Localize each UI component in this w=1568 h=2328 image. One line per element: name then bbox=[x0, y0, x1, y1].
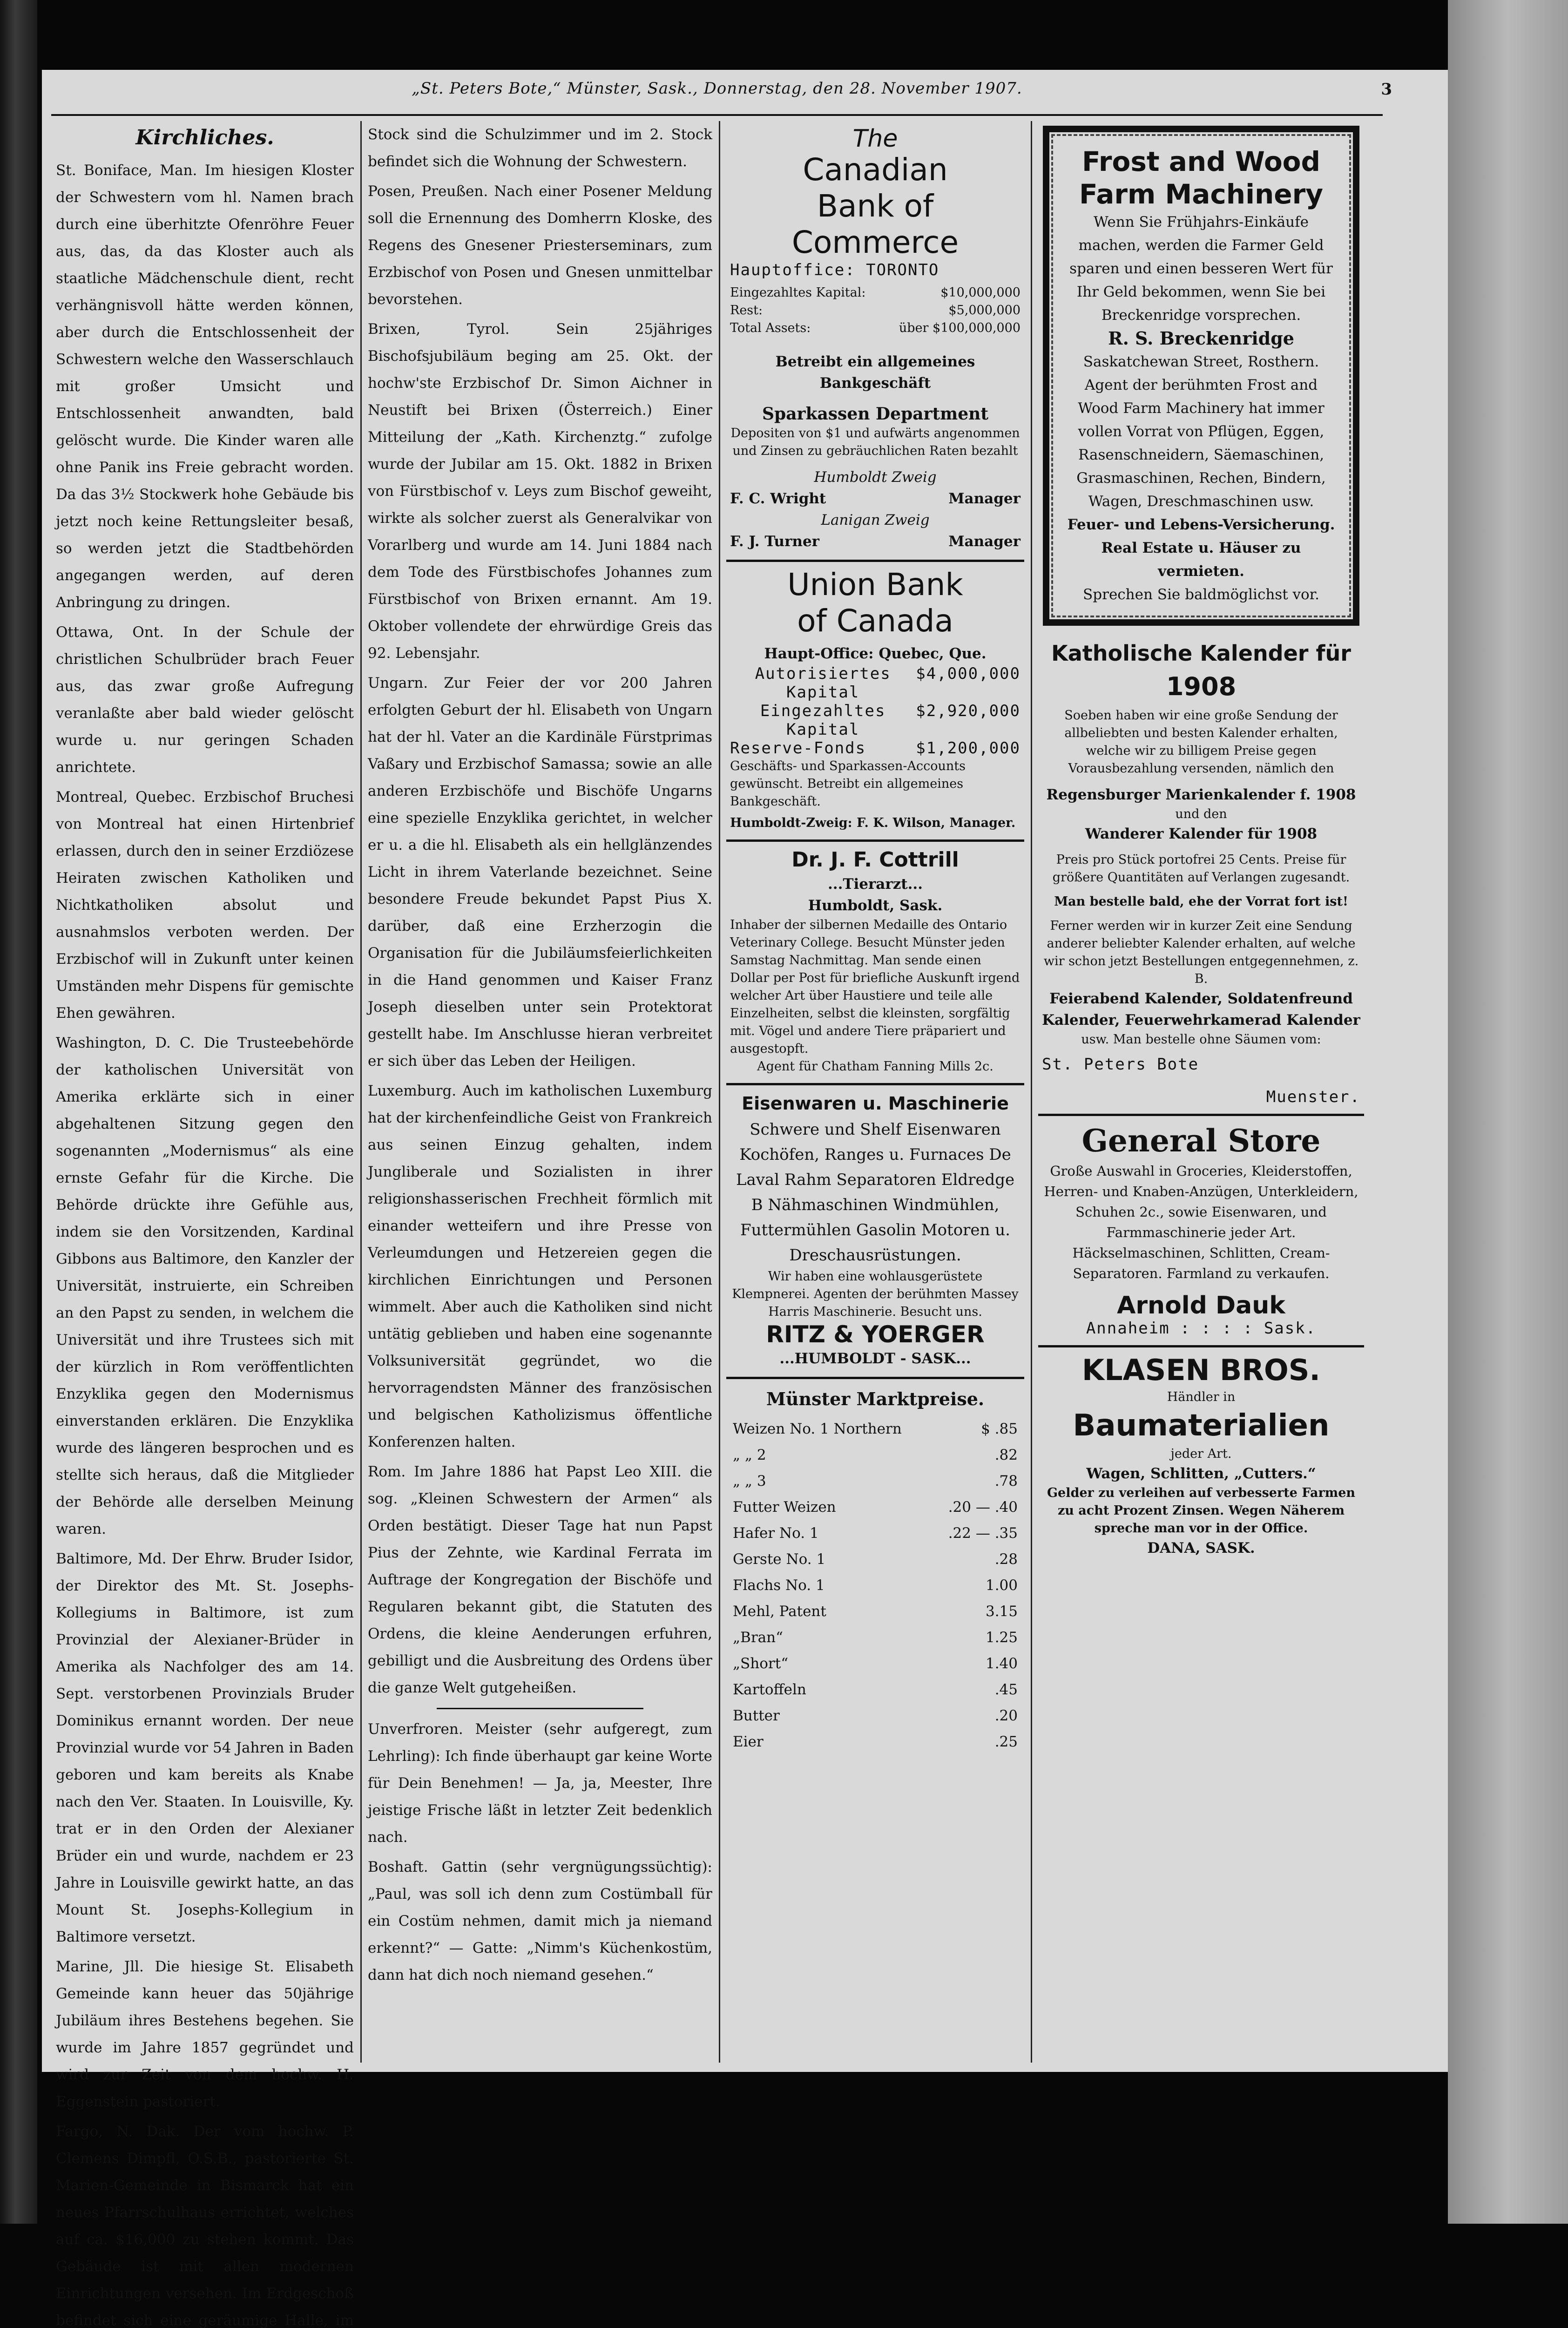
news-item: St. Boniface, Man. Im hiesigen Kloster der Schwestern vom hl. Namen brach durch eine überhitzte Ofenröhre Feuer aus, das, da das Kloster auch als staatliche Mädchenschule dient, recht verhängnisvoll hätte werden können, aber durch die Entschlossenheit der Schwestern welche den Wasserschlauch mit großer Umsicht und Entschlossenheit anwandten, bald gelöscht wurde. Die Kinder waren alle ohne Panik ins Freie gebracht worden. Da das 3½ Stockwerk hohe Gebäude bis jetzt noch keine Rettungsleiter besaß, so werden jetzt die Stadtbehörden angegangen werden, auf deren Anbringung zu dringen. bbox=[56, 162, 354, 611]
market-item: Eier bbox=[733, 1733, 764, 1750]
news-item: Posen, Preußen. Nach einer Posener Meldung soll die Ernennung des Domherrn Kloske, des Regens des Gnesener Priesterseminars, zum Erzbischof von Posen und Gnesen unmittelbar bevorstehen. bbox=[368, 183, 712, 308]
market-row bbox=[731, 1598, 1020, 1624]
news-item: Stock sind die Schulzimmer und im 2. Stock befindet sich die Wohnung der Schwestern. bbox=[368, 126, 712, 170]
market-row bbox=[731, 1494, 1020, 1520]
ad-union-bank bbox=[726, 562, 1024, 842]
ad-branch: Humboldt Zweig bbox=[814, 469, 937, 486]
news-item: Fargo, N. Dak. Der vom hochw. P. Clemens Dimpfl, O.S.B., pastorierte St. Marien-Gemeinde in Bismarck hat ein neues Pfarrschulhaus errichtet, welches auf ca. $16,000 zu stehen kommt. Das Gebäude ist mit allen modernen Einrichtungen versehen. Im Erdgeschoß befindet sich eine geräumige Halle, im bbox=[56, 2123, 354, 2328]
ad-town: Humboldt, Sask. bbox=[808, 897, 943, 914]
ad-address: Saskatchewan Street, Rosthern. bbox=[1083, 353, 1319, 370]
ad-text: Große Auswahl in Groceries, Kleiderstoffen, Herren- und Knaben-Anzügen, Unterkleidern, Schuhen 2c., sowie Eisenwaren, und Farmmaschinerie jeder Art. Häckselmaschinen, Schlitten, Cream-Separatoren. Farmland zu verkaufen. bbox=[1044, 1163, 1358, 1281]
ad-town: Annaheim : : : : Sask. bbox=[1086, 1319, 1317, 1338]
ad-insurance: Feuer- und Lebens-Versicherung. bbox=[1067, 516, 1335, 533]
ad-savings-title: Sparkassen Department bbox=[762, 404, 988, 424]
ad-value: $5,000,000 bbox=[948, 303, 1021, 318]
ad-text: Gelder zu verleihen auf verbesserte Farmen zu acht Prozent Zinsen. Wegen Näherem spreche man vor in der Office. bbox=[1047, 1486, 1356, 1536]
market-item: Gerste No. 1 bbox=[733, 1551, 826, 1568]
left-page-edge bbox=[0, 0, 37, 2224]
market-row bbox=[731, 1442, 1020, 1468]
ad-label: Rest: bbox=[730, 303, 763, 318]
ad-manager-name: F. J. Turner bbox=[730, 533, 820, 550]
news-item: Ottawa, Ont. In der Schule der christlichen Schulbrüder brach Feuer aus, das zwar große Aufregung veranlaßte aber bald wieder gelöscht wurde u. nur geringen Schaden anrichtete. bbox=[56, 624, 354, 776]
ad-town: ...HUMBOLDT - SASK... bbox=[779, 1350, 971, 1367]
market-price: $ .85 bbox=[981, 1421, 1018, 1437]
market-row bbox=[731, 1572, 1020, 1598]
news-item: Ungarn. Zur Feier der vor 200 Jahren erfolgten Geburt der hl. Elisabeth von Ungarn hat der hl. Vater an die Kardinäle Fürstprimas Vaßary und Erzbischof Samassa; sowie an alle anderen Erzbischöfe und Bischöfe Ungarns eine spezielle Enzyklika gerichtet, in welcher er u. a die hl. Elisabeth als ein hellglänzendes Licht in ihrem Vaterlande bezeichnet. Seine besondere Freude bekundet Papst Pius X. darüber, daß eine Erzherzogin die Organisation für die Jubiläumsfeierlichkeiten in die Hand genommen und Kaiser Franz Joseph dieselben unter sein Protektorat gestellt habe. Im Anschlusse hieran verbreitet er sich über das Leben der Heiligen. bbox=[368, 675, 712, 1069]
market-item: „ „ 3 bbox=[733, 1473, 766, 1489]
market-row bbox=[731, 1651, 1020, 1677]
ad-name: R. S. Breckenridge bbox=[1108, 328, 1294, 349]
news-item: Marine, Jll. Die hiesige St. Elisabeth Gemeinde kann heuer das 50jährige Jubiläum ihres Bestehens begehen. Sie wurde im Jahre 1857 gegründet und wird zur Zeit von dem hochw. H. Eggenstein pastoriert. bbox=[56, 1958, 354, 2110]
market-price: 1.00 bbox=[985, 1577, 1018, 1594]
market-table bbox=[731, 1416, 1020, 1755]
ad-title: Katholische Kalender für bbox=[1051, 641, 1351, 666]
ad-signature: Muenster. bbox=[1266, 1088, 1360, 1106]
ad-frost-and-wood bbox=[1043, 126, 1359, 626]
market-row bbox=[731, 1520, 1020, 1546]
news-item: Luxemburg. Auch im katholischen Luxemburg hat der kirchenfeindliche Geist von Frankreich aus seinen Einzug gehalten, indem Jungliberale und Sozialisten in ihrer religionshasserischen Frechheit förmlich mit einander wetteifern und ihre Presse von Verleumdungen und Hetzereien gegen die kirchlichen Einrichtungen und Personen wimmelt. Aber auch die Katholiken sind nicht untätig geblieben und haben eine sogenannte Volksuniversität gegründet, wo die hervorragendsten Männer des französischen und belgischen Katholizismus öffentliche Konferenzen halten. bbox=[368, 1083, 712, 1450]
ad-the: The bbox=[852, 125, 898, 153]
ad-label: Autorisiertes Kapital bbox=[755, 664, 891, 702]
ad-title: KLASEN BROS. bbox=[1082, 1353, 1320, 1387]
ad-capital-row bbox=[730, 664, 1021, 702]
market-price: 1.25 bbox=[985, 1629, 1018, 1646]
ad-assets-row bbox=[730, 319, 1021, 337]
ad-text: Schwere und Shelf Eisenwaren Kochöfen, Ranges u. Furnaces De Laval Rahm Separatoren Eldredge B Nähmaschinen Windmühlen, Futtermühlen Gasolin Motoren u. Dreschausrüstungen. bbox=[736, 1120, 1015, 1265]
ad-bank-name: Canadian bbox=[803, 152, 948, 188]
ad-manager-label: Manager bbox=[948, 490, 1021, 507]
ad-big: Baumaterialien bbox=[1073, 1408, 1330, 1443]
ad-headquarters: Hauptoffice: TORONTO bbox=[730, 261, 939, 279]
ad-text: Ferner werden wir in kurzer Zeit eine Sendung anderer beliebter Kalender erhalten, auf welche wir schon jetzt Bestellungen entgegennehmen, z. B. bbox=[1043, 919, 1359, 986]
market-price: .20 bbox=[994, 1707, 1018, 1724]
ad-rest-row bbox=[730, 302, 1021, 319]
ad-text: Inhaber der silbernen Medaille des Ontario Veterinary College. Besucht Münster jeden Samstag Nachmittag. Man sende einen Dollar per Post für briefliche Auskunft irgend welcher Art über Haustiere und teile alle Einzelheiten, selbst die kleinsten, sorgfältig mit. Vögel und andere Tiere präpariert und ausgestopft. bbox=[730, 918, 1020, 1056]
masthead: „St. Peters Bote,“ Münster, Sask., Donnerstag, den 28. November 1907. bbox=[412, 79, 1022, 98]
right-book-edge bbox=[1448, 0, 1568, 2224]
newspaper-page bbox=[42, 70, 1448, 2328]
ad-value: $4,000,000 bbox=[916, 664, 1021, 683]
ad-bank-name: of Canada bbox=[797, 603, 953, 639]
market-item: „Bran“ bbox=[733, 1629, 783, 1646]
ad-wagen: Wagen, Schlitten, „Cutters.“ bbox=[1086, 1465, 1316, 1482]
ad-note: Wir haben eine wohlausgerüstete Klempnerei. Agenten der berühmten Massey Harris Maschinerie. Besucht uns. bbox=[732, 1269, 1019, 1319]
ad-estate: Real Estate u. Häuser zu vermieten. bbox=[1101, 540, 1301, 580]
ad-value: $2,920,000 bbox=[916, 702, 1021, 720]
market-row bbox=[731, 1468, 1020, 1494]
column-ads-banks bbox=[726, 121, 1024, 2063]
market-price: 1.40 bbox=[985, 1655, 1018, 1672]
market-item: Hafer No. 1 bbox=[733, 1525, 819, 1542]
market-price: 3.15 bbox=[985, 1603, 1018, 1620]
market-item: Mehl, Patent bbox=[733, 1603, 826, 1620]
market-item: Kartoffeln bbox=[733, 1681, 806, 1698]
news-item: Washington, D. C. Die Trusteebehörde der katholischen Universität von Amerika erklärte sich in einer abgehaltenen Sitzung gegen den sogenannten „Modernismus“ als eine ernste Gefahr für die Kirche. Die Behörde drückte ihre Gefühle aus, indem sie den Vorsitzenden, Kardinal Gibbons aus Baltimore, den Kanzler der Universität, instruierte, ein Schreiben an den Papst zu senden, in welchem die Universität und ihre Trustees sich mit der kürzlich in Rom veröffentlichten Enzyklika gegen den Modernismus einverstanden erklären. Die Enzyklika wurde des längeren besprochen und es stellte sich heraus, daß die Mitglieder der Behörde alle derselben Meinung waren. bbox=[56, 1035, 354, 1537]
ad-name: Arnold Dauk bbox=[1117, 1292, 1285, 1320]
ad-kalender bbox=[1038, 635, 1364, 1116]
market-price: .28 bbox=[994, 1551, 1018, 1568]
ad-value: über $100,000,000 bbox=[899, 321, 1021, 335]
ad-capital-row bbox=[730, 702, 1021, 739]
column-news-continued bbox=[368, 121, 712, 2063]
market-price: .22 — .35 bbox=[948, 1525, 1018, 1542]
column-rule bbox=[360, 121, 362, 2063]
market-price: .82 bbox=[994, 1447, 1018, 1463]
ad-savings-text: Depositen von $1 und aufwärts angenommen und Zinsen zu gebräuchlichen Raten bezahlt bbox=[730, 426, 1020, 458]
ad-town: DANA, SASK. bbox=[1147, 1540, 1255, 1557]
ad-label: Eingezahltes Kapital bbox=[760, 702, 886, 739]
ad-title: General Store bbox=[1081, 1123, 1321, 1159]
market-row bbox=[731, 1624, 1020, 1651]
news-item: Montreal, Quebec. Erzbischof Bruchesi von Montreal hat einen Hirtenbrief erlassen, durch den in seiner Erzdiözese Heiraten zwischen Katholiken und Nichtkatholiken absolut und ausnahmslos verboten werden. Der Erzbischof will in Zukunft unter keinen Umständen mehr Dispens für gemischte Ehen gewähren. bbox=[56, 789, 354, 1022]
market-item: Butter bbox=[733, 1707, 780, 1724]
ad-kalender-item: Regensburger Marienkalender f. 1908 bbox=[1046, 786, 1356, 803]
ad-text: usw. Man bestelle ohne Säumen vom: bbox=[1081, 1032, 1321, 1047]
joke-item: Boshaft. Gattin (sehr vergnügungssüchtig): „Paul, was soll ich denn zum Costümball für ein Costüm nehmen, damit mich ja niemand erkennt?“ — Gatte: „Nimm's Küchenkostüm, dann hat dich noch niemand gesehen.“ bbox=[368, 1859, 712, 1983]
ad-bank-name: Bank of Commerce bbox=[791, 188, 959, 260]
ad-ritz-yoerger bbox=[726, 1085, 1024, 1379]
market-title: Münster Marktpreise. bbox=[766, 1388, 985, 1409]
ad-capital-row bbox=[730, 739, 1021, 758]
news-item: Baltimore, Md. Der Ehrw. Bruder Isidor, der Direktor des Mt. St. Josephs-Kollegiums in Baltimore, ist zum Provinzial der Alexianer-Brüder in Amerika als Nachfolger des am 14. Sept. verstorbenen Provinzials Bruder Dominikus ernannt worden. Der neue Provinzial wurde vor 54 Jahren in Baden geboren und kam bereits als Knabe nach den Ver. Staaten. In Louisville, Ky. trat er in den Orden der Alexianer Brüder ein und wurde, nachdem er 23 Jahre in Louisville gewirkt hatte, an das Mount St. Josephs-Kollegium in Baltimore versetzt. bbox=[56, 1550, 354, 1945]
ad-hurry: Man bestelle bald, ehe der Vorrat fort ist! bbox=[1054, 894, 1348, 909]
market-item: Flachs No. 1 bbox=[733, 1577, 825, 1594]
ad-manager-row bbox=[730, 488, 1021, 509]
market-price: .25 bbox=[994, 1733, 1018, 1750]
ad-general-store bbox=[1038, 1116, 1364, 1347]
column-rule bbox=[719, 121, 720, 2063]
ad-text: Wenn Sie Frühjahrs-Einkäufe machen, werden die Farmer Geld sparen und einen besseren Wert für Ihr Geld bekommen, wenn Sie bei Breckenridge vorsprechen. bbox=[1069, 214, 1333, 324]
news-item: Brixen, Tyrol. Sein 25jähriges Bischofsjubiläum beging am 25. Okt. der hochw'ste Erzbischof Dr. Simon Aichner in Neustift bei Brixen (Österreich.) Einer Mitteilung der „Kath. Kirchenztg.“ zufolge wurde der Jubilar am 15. Okt. 1882 in Brixen von Fürstbischof v. Leys zum Bischof geweiht, wirkte als solcher zuerst als Generalvikar von Vorarlberg und wurde am 14. Juni 1884 nach dem Tode des Fürstbischofes Johannes zum Fürstbischof von Brixen ernannt. Am 19. Oktober vollendete der ehrwürdige Greis das 92. Lebensjahr. bbox=[368, 321, 712, 662]
ad-klasen-bros bbox=[1038, 1347, 1364, 1566]
ad-year: 1908 bbox=[1166, 672, 1237, 701]
ad-signature: St. Peters Bote bbox=[1042, 1055, 1199, 1074]
ad-art: jeder Art. bbox=[1170, 1447, 1232, 1461]
market-row bbox=[731, 1416, 1020, 1442]
ad-firm: RITZ & YOERGER bbox=[766, 1321, 985, 1348]
ad-kalender-item: Feierabend Kalender, Soldatenfreund Kalender, Feuerwehrkamerad Kalender bbox=[1042, 990, 1360, 1029]
joke-item: Unverfroren. Meister (sehr aufgeregt, zum Lehrling): Ich finde überhaupt gar keine Worte für Dein Benehmen! — Ja, ja, Meester, Ihre jeistige Frische läßt in letzter Zeit bedenklich nach. bbox=[368, 1721, 712, 1846]
ad-manager-name: F. C. Wright bbox=[730, 490, 826, 507]
ad-text: Soeben haben wir eine große Sendung der allbeliebten und besten Kalender erhalten, welche wir zu billigem Preise gegen Vorausbezahlung versenden, nämlich den bbox=[1064, 708, 1338, 776]
ad-canadian-bank-of-commerce bbox=[726, 121, 1024, 562]
ad-kalender-item: Wanderer Kalender für 1908 bbox=[1085, 826, 1318, 842]
divider bbox=[437, 1708, 643, 1709]
ad-manager-label: Manager bbox=[948, 533, 1021, 550]
market-row bbox=[731, 1703, 1020, 1729]
market-price: .45 bbox=[994, 1681, 1018, 1698]
ad-business: Betreibt ein allgemeines Bankgeschäft bbox=[775, 353, 975, 392]
ad-text: Preis pro Stück portofrei 25 Cents. Preise für größere Quantitäten auf Verlangen zugesandt. bbox=[1052, 853, 1350, 885]
market-item: Futter Weizen bbox=[733, 1499, 836, 1516]
ad-bank-name: Union Bank bbox=[787, 567, 963, 602]
market-price: .20 — .40 bbox=[948, 1499, 1018, 1516]
ad-closing: Sprechen Sie baldmöglichst vor. bbox=[1083, 586, 1319, 603]
column-kirchliches bbox=[56, 121, 354, 2328]
ad-value: $1,200,000 bbox=[916, 739, 1021, 758]
market-row bbox=[731, 1546, 1020, 1572]
ad-title: Frost and Wood Farm Machinery bbox=[1079, 146, 1324, 210]
masthead-rule bbox=[51, 114, 1383, 116]
ad-text: Agent der berühmten Frost and Wood Farm Machinery hat immer vollen Vorrat von Pflügen, Eggen, Rasenschneidern, Säemaschinen, Grasmaschinen, Rechen, Bindern, Wagen, Dreschmaschinen usw. bbox=[1076, 377, 1326, 510]
market-item: „ „ 2 bbox=[733, 1447, 766, 1463]
market-item: „Short“ bbox=[733, 1655, 789, 1672]
ad-label: Reserve-Fonds bbox=[730, 739, 866, 758]
ad-text: Geschäfts- und Sparkassen-Accounts gewünscht. Betreibt ein allgemeines Bankgeschäft. bbox=[730, 759, 966, 809]
market-prices bbox=[726, 1379, 1024, 1764]
ad-value: $10,000,000 bbox=[940, 285, 1021, 300]
ad-agent: Agent für Chatham Fanning Mills 2c. bbox=[757, 1059, 994, 1074]
ad-capital-row bbox=[730, 284, 1021, 302]
ad-name: Dr. J. F. Cottrill bbox=[791, 848, 959, 872]
ad-headquarters: Haupt-Office: Quebec, Que. bbox=[764, 645, 987, 662]
section-heading: Kirchliches. bbox=[135, 126, 274, 149]
ad-title: Eisenwaren u. Maschinerie bbox=[742, 1093, 1009, 1114]
ad-und: und den bbox=[1175, 807, 1227, 821]
ad-label: Total Assets: bbox=[730, 321, 811, 335]
column-ads-right bbox=[1038, 121, 1364, 2063]
market-item: Weizen No. 1 Northern bbox=[733, 1421, 902, 1437]
ad-label: Eingezahltes Kapital: bbox=[730, 285, 866, 300]
page-number: 3 bbox=[1381, 80, 1392, 99]
ad-cottrill bbox=[726, 842, 1024, 1085]
news-item: Rom. Im Jahre 1886 hat Papst Leo XIII. die sog. „Kleinen Schwestern der Armen“ als Orden bestätigt. Dieser Tage hat nun Papst Pius der Zehnte, wie Kardinal Ferrata im Auftrage der Kongregation der Bischöfe und Regularen bekannt gibt, die Statuten des Ordens, die kleine Aenderungen erfuhren, gebilligt und die Ausbreitung des Ordens über die ganze Welt gutgeheißen. bbox=[368, 1463, 712, 1696]
market-row bbox=[731, 1729, 1020, 1755]
ad-branch: Lanigan Zweig bbox=[821, 512, 930, 528]
ad-sub: Händler in bbox=[1167, 1390, 1236, 1404]
column-rule bbox=[1031, 121, 1032, 2063]
ad-title: ...Tierarzt... bbox=[828, 876, 923, 893]
ad-branch: Humboldt-Zweig: F. K. Wilson, Manager. bbox=[730, 816, 1016, 830]
ad-manager-row bbox=[730, 531, 1021, 552]
market-price: .78 bbox=[994, 1473, 1018, 1489]
market-row bbox=[731, 1677, 1020, 1703]
